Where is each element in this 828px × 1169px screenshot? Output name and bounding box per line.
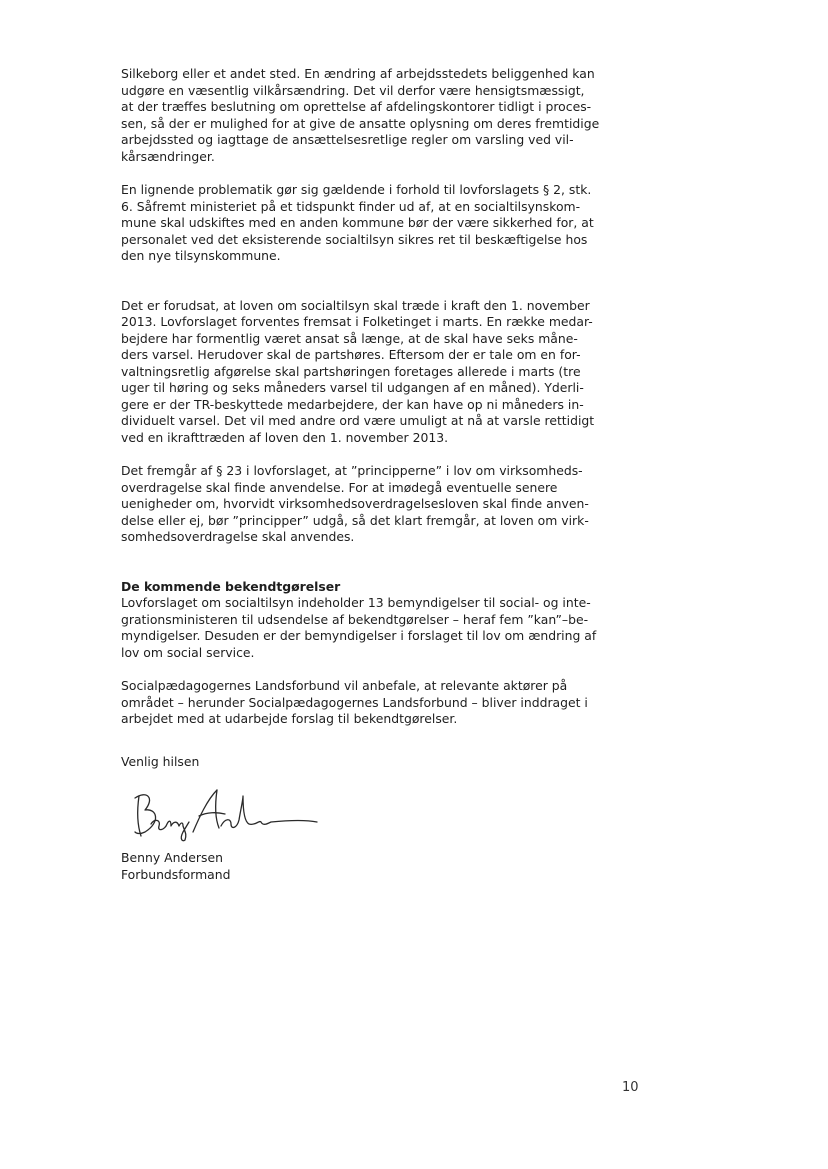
text-line: ders varsel. Herudover skal de partshøres. Eftersom der er tale om en for- [121, 347, 581, 362]
text-line: ved en ikrafttræden af loven den 1. november 2013. [121, 429, 449, 445]
text-line: mune skal udskiftes med en anden kommune bør der være sikkerhed for, at [121, 215, 594, 230]
text-line: bejdere har formentlig været ansat så længe, at de skal have seks måne- [121, 330, 578, 346]
greeting-text: Venlig hilsen [121, 753, 200, 769]
text-line: at der træffes beslutning om oprettelse af afdelingskontorer tidligt i proces- [121, 99, 592, 114]
paragraph-effective-date [121, 298, 643, 447]
signatory-block [121, 850, 643, 883]
text-line: gere er der TR-beskyttede medarbejdere, der kan have op ni måneders in- [121, 396, 584, 412]
text-line: arbejdet med at udarbejde forslag til bekendtgørelser. [121, 711, 458, 726]
paragraph-recommendation [121, 678, 643, 728]
paragraph-municipality-replacement [121, 182, 643, 265]
text-line: 6. Såfremt ministeriet på et tidspunkt finder ud af, at en socialtilsynskom- [121, 198, 581, 214]
text-line: sen, så der er mulighed for at give de ansatte oplysning om deres fremtidige [121, 115, 600, 131]
text-line: uger til høring og seks måneders varsel til udgangen af en måned). Yderli- [121, 380, 584, 395]
text-line: udgøre en væsentlig vilkårsændring. Det vil derfor være hensigtsmæssigt, [121, 82, 585, 98]
text-line: Det er forudsat, at loven om socialtilsyn skal træde i kraft den 1. november [121, 297, 590, 313]
handwritten-signature [121, 782, 321, 844]
text-line: delse eller ej, bør ”principper” udgå, så det klart fremgår, at loven om virk- [121, 512, 589, 528]
text-line: den nye tilsynskommune. [121, 248, 281, 263]
text-line: Socialpædagogernes Landsforbund vil anbefale, at relevante aktører på [121, 678, 568, 693]
text-line: personalet ved det eksisterende socialtilsyn sikres ret til beskæftigelse hos [121, 231, 588, 247]
text-line: valtningsretlig afgørelse skal partshøringen foretages allerede i marts (tre [121, 363, 581, 379]
section-heading: De kommende bekendtgørelser [121, 578, 341, 594]
text-line: området – herunder Socialpædagogernes Landsforbund – bliver inddraget i [121, 694, 588, 710]
paragraph-authorizations [121, 595, 643, 661]
signatory-title: Forbundsformand [121, 866, 231, 882]
text-line: Lovforslaget om socialtilsyn indeholder 13 bemyndigelser til social- og inte- [121, 595, 591, 610]
text-line: kårsændringer. [121, 148, 215, 164]
page-number: 10 [622, 1080, 639, 1095]
text-line: En lignende problematik gør sig gældende i forhold til lovforslagets § 2, stk. [121, 182, 592, 197]
text-line: somhedsoverdragelse skal anvendes. [121, 529, 355, 544]
closing-greeting [121, 754, 643, 771]
text-line: Det fremgår af § 23 i lovforslaget, at ”principperne” i lov om virksomheds- [121, 463, 583, 478]
text-line: arbejdssted og iagttage de ansættelsesretlige regler om varsling ved vil- [121, 132, 574, 147]
paragraph-business-transfer [121, 463, 643, 546]
paragraph-workplace-change [121, 66, 643, 165]
text-line: myndigelser. Desuden er der bemyndigelser i forslaget til lov om ændring af [121, 628, 597, 643]
letter-body [121, 66, 643, 883]
text-line: grationsministeren til udsendelse af bekendtgørelser – heraf fem ”kan”–be- [121, 611, 589, 627]
text-line: 2013. Lovforslaget forventes fremsat i Folketinget i marts. En række medar- [121, 314, 593, 329]
text-line: lov om social service. [121, 644, 255, 660]
text-line: dividuelt varsel. Det vil med andre ord være umuligt at nå at varsle rettidigt [121, 413, 595, 428]
signatory-name: Benny Andersen [121, 850, 223, 865]
text-line: uenigheder om, hvorvidt virksomhedsoverdragelsesloven skal finde anven- [121, 496, 589, 511]
text-line: overdragelse skal finde anvendelse. For at imødegå eventuelle senere [121, 479, 558, 495]
text-line: Silkeborg eller et andet sted. En ændring af arbejdsstedets beliggenhed kan [121, 66, 595, 81]
